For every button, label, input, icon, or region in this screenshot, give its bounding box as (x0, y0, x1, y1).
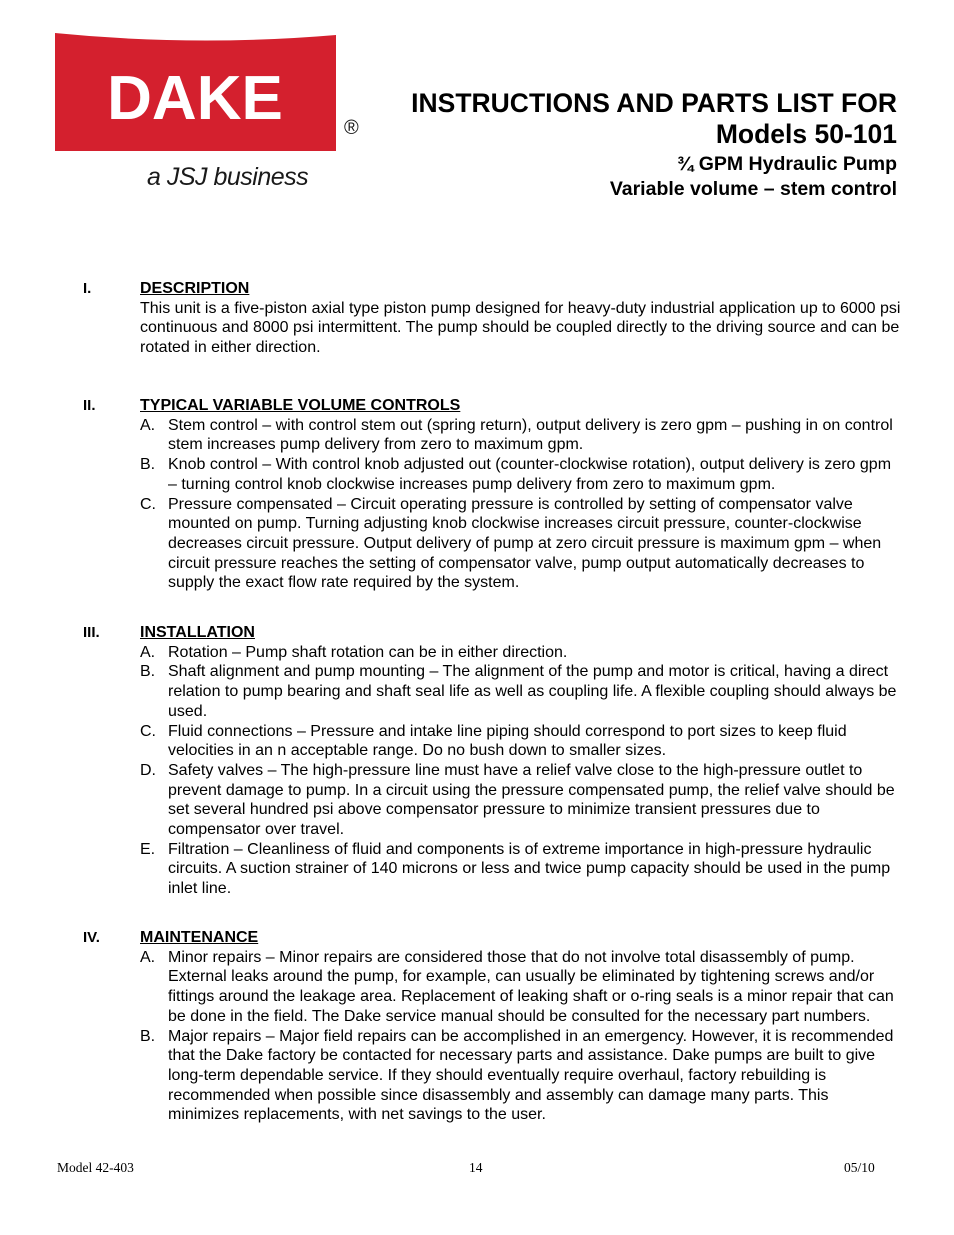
list-item (140, 1027, 903, 1126)
list-item-letter: E. (140, 840, 156, 858)
section-title: TYPICAL VARIABLE VOLUME CONTROLS (140, 397, 461, 414)
list-item-text: Minor repairs – Minor repairs are considered those that do not involve total disassembly of pump. External leaks around the pump, for example, can usually be eliminated by tightening screws and/or fittings around the leakage area. Replacement of leaking shaft or o-ring seals is a minor repair that can be done in the field. The Dake service manual should be consulted for the necessary part numbers. (168, 948, 894, 1025)
list-item (140, 455, 903, 494)
list-item-text: Filtration – Cleanliness of fluid and components is of extreme importance in high-pressure hydraulic circuits. A suction strainer of 140 microns or less and twice pump capacity should be used in the pump inlet line. (168, 840, 891, 898)
subtitle-line-1: ¾ GPM Hydraulic Pump (677, 153, 897, 175)
list-item (140, 643, 903, 663)
footer-date: 05/10 (844, 1160, 875, 1175)
list-item (140, 761, 903, 840)
section-maintenance (83, 928, 903, 1125)
list-item (140, 416, 903, 455)
list-item (140, 722, 903, 761)
logo-tagline: a JSJ business (147, 163, 309, 191)
section-number: III. (83, 624, 100, 641)
list-item-letter: C. (140, 722, 156, 740)
list-item-text: Pressure compensated – Circuit operating pressure is controlled by setting of compensator valve mounted on pump. Turning adjusting knob clockwise increases circuit pressure, counter-clockwise decreases circuit pressure. Output delivery of pump at zero circuit pressure is maximum gpm – when circuit pressure reaches the setting of compensator valve, pump output automatically decreases to supply the exact flow rate required by the system. (168, 495, 882, 592)
list-item (140, 948, 903, 1027)
list-item-letter: B. (140, 663, 156, 681)
title-line-2: Models 50-101 (715, 119, 897, 149)
section-title: MAINTENANCE (140, 929, 259, 946)
section-number: IV. (83, 929, 100, 946)
list-item-letter: A. (140, 948, 156, 966)
list-item-text: Knob control – With control knob adjusted out (counter-clockwise rotation), output delivery is zero gpm – turning control knob clockwise increases pump delivery from zero to maximum gpm. (168, 456, 892, 493)
section-body (140, 948, 903, 1125)
registered-mark: ® (344, 117, 359, 139)
section-description (83, 279, 903, 358)
section-installation (83, 623, 903, 899)
section-body: This unit is a five-piston axial type piston pump designed for heavy-duty industrial application up to 6000 psi continuous and 8000 psi intermittent. The pump should be coupled directly to the driving source and can be rotated in either direction. (140, 299, 901, 357)
list-item-text: Shaft alignment and pump mounting – The alignment of the pump and motor is critical, having a direct relation to pump bearing and shaft seal life as well as coupling life. A flexible coupling should always be used. (168, 663, 897, 720)
logo-brand-text: DAKE (107, 64, 283, 133)
document-title-block (411, 88, 897, 202)
list-item-text: Major repairs – Major field repairs can be accomplished in an emergency. However, it is recommended that the Dake factory be contacted for necessary parts and assistance. Dake pumps are built to give long-term dependable service. If they should eventually require overhaul, factory rebuilding is recommended when possible since disassembly and assembly can damage many parts. This minimizes replacements, with net savings to the user. (168, 1027, 894, 1124)
section-title: DESCRIPTION (140, 280, 250, 297)
list-item-text: Rotation – Pump shaft rotation can be in either direction. (168, 643, 568, 661)
section-body (140, 643, 903, 899)
list-item (140, 840, 903, 899)
section-body (140, 416, 903, 593)
title-line-1: INSTRUCTIONS AND PARTS LIST FOR (411, 88, 897, 118)
list-item-text: Fluid connections – Pressure and intake line piping should correspond to port sizes to keep fluid velocities in an n acceptable range. Do no bush down to smaller sizes. (168, 722, 847, 760)
footer-page-number: 14 (469, 1160, 483, 1175)
list-item-letter: B. (140, 1027, 156, 1045)
list-item (140, 662, 903, 721)
list-item-letter: A. (140, 416, 156, 434)
list-item-letter: C. (140, 495, 156, 513)
section-controls (83, 396, 903, 593)
footer-model: Model 42-403 (57, 1160, 134, 1175)
list-item-letter: D. (140, 761, 156, 779)
dake-logo (55, 33, 365, 203)
section-title: INSTALLATION (140, 624, 255, 641)
section-number: II. (83, 397, 96, 414)
subtitle-line-2: Variable volume – stem control (609, 178, 897, 200)
list-item-text: Safety valves – The high-pressure line must have a relief valve close to the high-pressure outlet to prevent damage to pump. In a circuit using the pressure compensated pump, the relief valve should be set several hundred psi above compensator pressure to minimize transient pressures due to compensator over travel. (168, 761, 895, 839)
list-item-text: Stem control – with control stem out (spring return), output delivery is zero gpm – pushing in on control stem increases pump delivery from zero to maximum gpm. (168, 416, 893, 454)
list-item (140, 495, 903, 594)
list-item-letter: A. (140, 643, 156, 661)
list-item-letter: B. (140, 456, 156, 474)
section-number: I. (83, 280, 92, 297)
dake-logo-banner (55, 33, 337, 155)
